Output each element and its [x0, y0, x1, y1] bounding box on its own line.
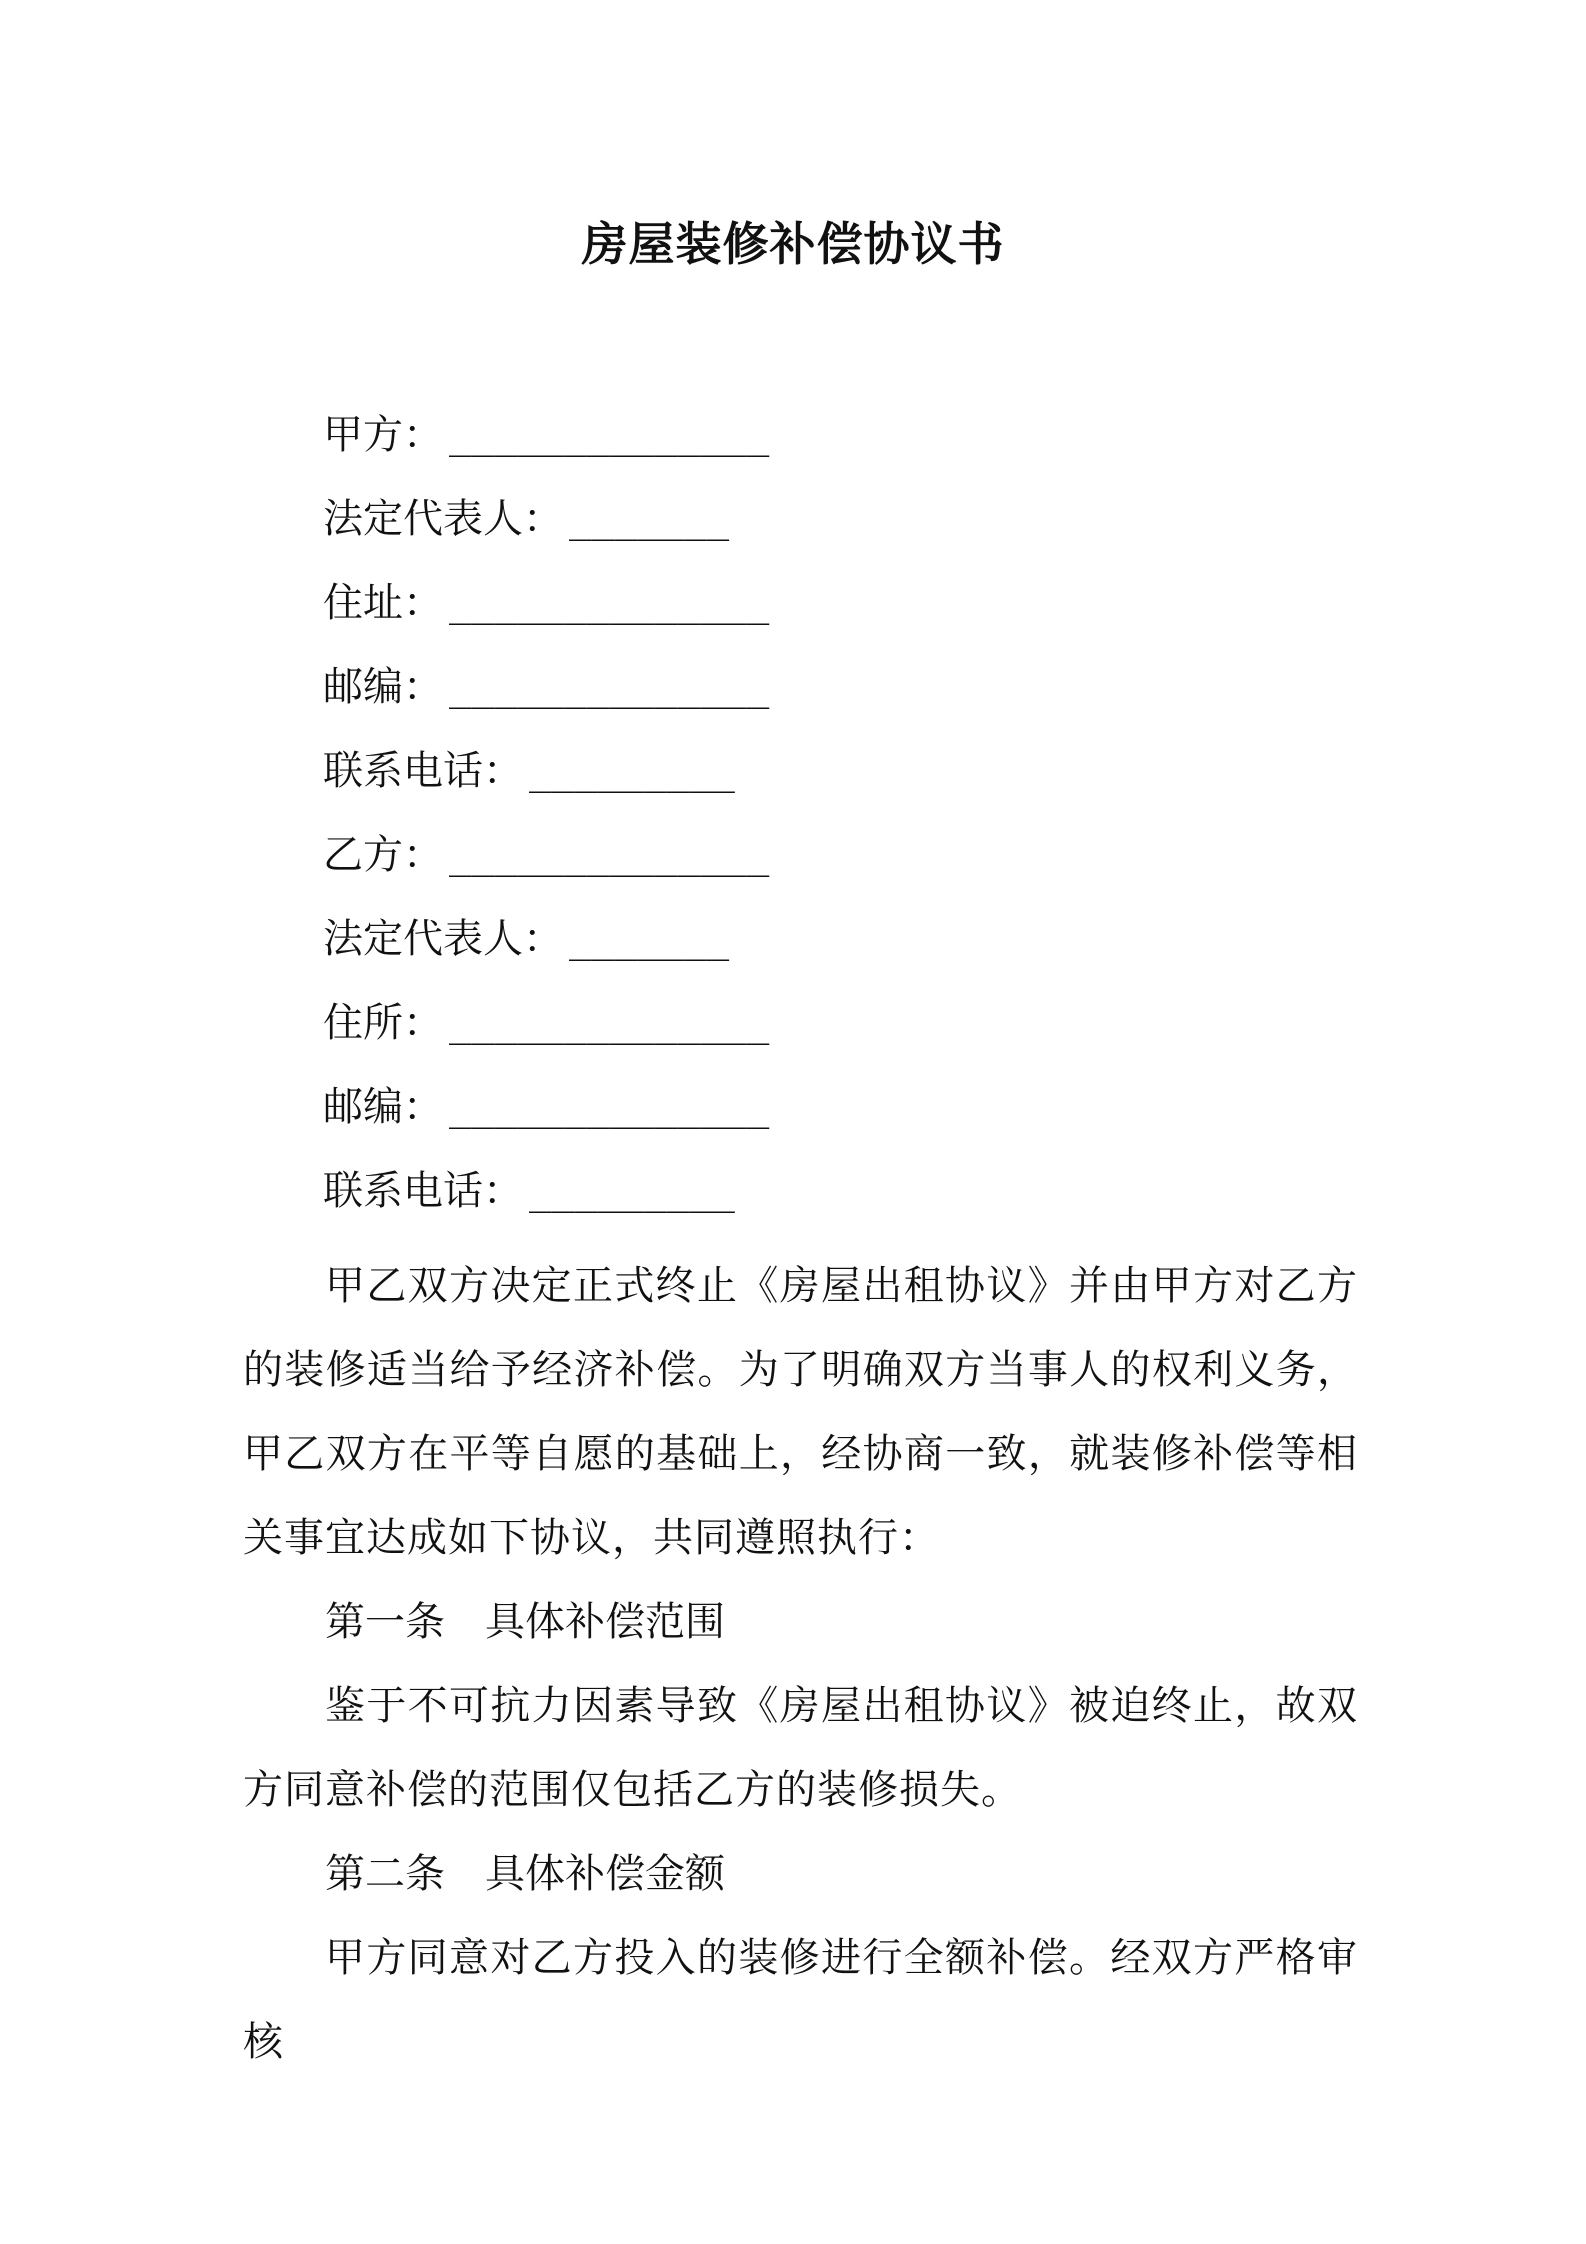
field-party-a-address — [323, 576, 1323, 660]
field-party-b-residence — [323, 996, 1323, 1080]
field-label: 住址： — [323, 580, 443, 626]
field-blank: ______________ — [449, 833, 770, 877]
field-label: 联系电话： — [323, 1168, 523, 1214]
agreement-body — [243, 1244, 1358, 2084]
field-party-a — [323, 408, 1323, 492]
field-label: 法定代表人： — [323, 496, 563, 542]
article-1-heading: 第一条 具体补偿范围 — [325, 1599, 725, 1645]
field-label: 住所： — [323, 1000, 443, 1046]
field-party-a-representative — [323, 492, 1323, 576]
field-blank: _______ — [569, 497, 730, 541]
field-blank: ______________ — [449, 1001, 770, 1045]
field-party-a-phone — [323, 744, 1323, 828]
field-blank: _________ — [529, 749, 735, 793]
field-blank: _______ — [569, 917, 730, 961]
document-title: 房屋装修补偿协议书 — [581, 217, 1005, 271]
field-label: 乙方： — [323, 832, 443, 878]
article-1-text: 鉴于不可抗力因素导致《房屋出租协议》被迫终止，故双方同意补偿的范围仅包括乙方的装修损失。 — [243, 1683, 1358, 1813]
field-label: 邮编： — [323, 664, 443, 710]
field-blank: ______________ — [449, 665, 770, 709]
party-fields — [323, 408, 1323, 1248]
field-label: 甲方： — [323, 412, 443, 458]
field-party-a-postcode — [323, 660, 1323, 744]
field-party-b-postcode — [323, 1080, 1323, 1164]
field-blank: ______________ — [449, 1085, 770, 1129]
field-blank: ______________ — [449, 581, 770, 625]
field-party-b — [323, 828, 1323, 912]
field-blank: _________ — [529, 1169, 735, 1213]
field-blank: ______________ — [449, 413, 770, 457]
field-label: 联系电话： — [323, 748, 523, 794]
field-party-b-representative — [323, 912, 1323, 996]
intro-paragraph: 甲乙双方决定正式终止《房屋出租协议》并由甲方对乙方的装修适当给予经济补偿。为了明确双方当事人的权利义务，甲乙双方在平等自愿的基础上，经协商一致，就装修补偿等相关事宜达成如下协议，共同遵照执行： — [243, 1263, 1358, 1561]
field-label: 邮编： — [323, 1084, 443, 1130]
field-party-b-phone — [323, 1164, 1323, 1248]
article-2-heading: 第二条 具体补偿金额 — [325, 1851, 725, 1897]
field-label: 法定代表人： — [323, 916, 563, 962]
article-2-text: 甲方同意对乙方投入的装修进行全额补偿。经双方严格审核 — [243, 1935, 1358, 2065]
